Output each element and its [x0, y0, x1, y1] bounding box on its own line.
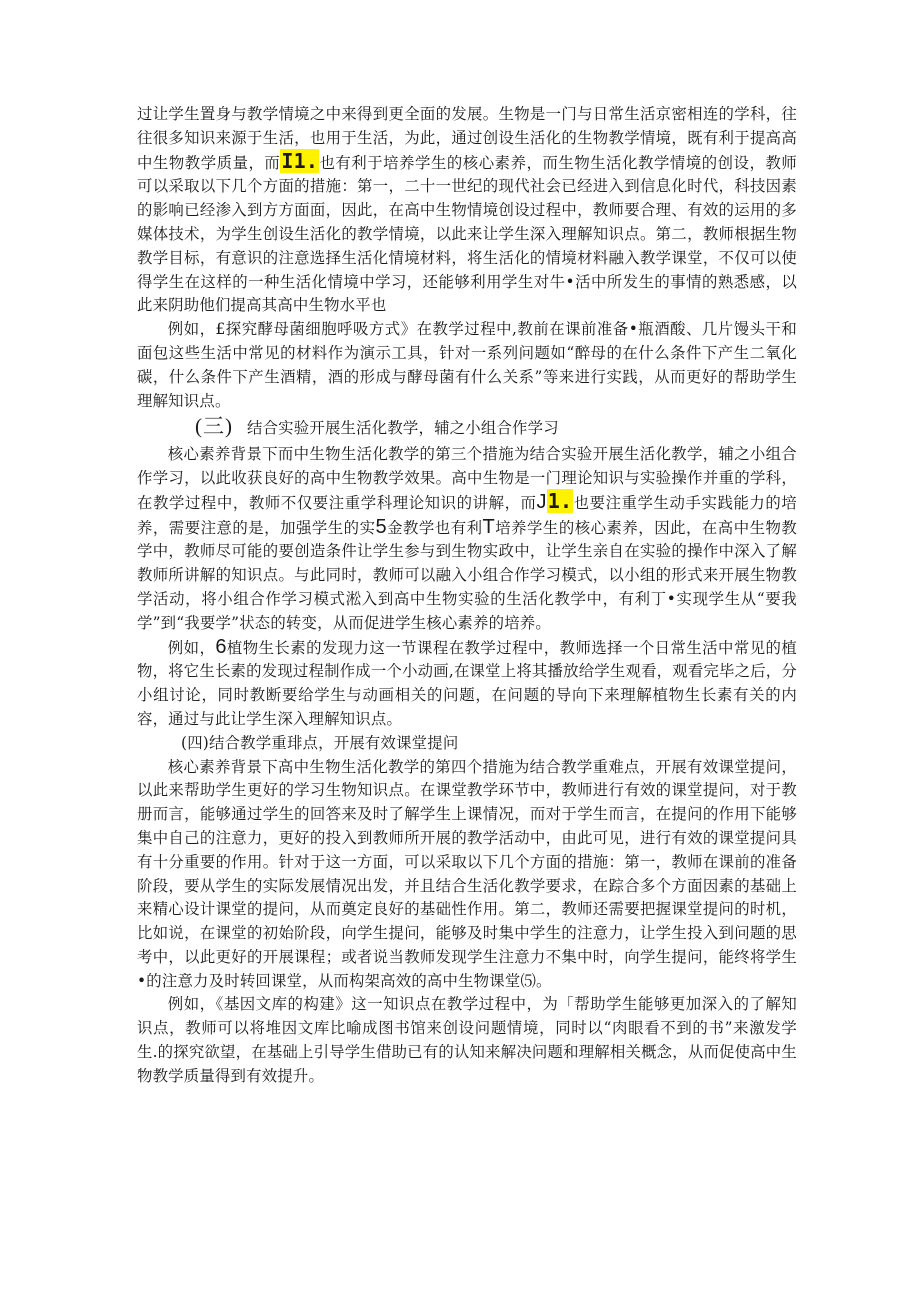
paragraph-3-char-5: 5 [375, 515, 387, 538]
section-number-3: (三) [195, 414, 233, 439]
paragraph-3-text-b: 也要注重学生动手实践能力的培养，需要注意的是，加强学生的实 [137, 493, 797, 537]
paragraph-1-text-a: 过让学生置身与教学情境之中来得到更全面的发展。生物是一门与日常生活京密相连的学科，往往很多知识来源于生活，也用于生活，为此，通过创设生活化的生物教学情境，既有利于提高高中生物教学质量，而 [137, 105, 797, 172]
paragraph-4-char-6: 6 [215, 635, 227, 658]
paragraph-6: 例如，《基因文库的构建》这一知识点在教学过程中，为「帮助学生能够更加深入的了解知识点，教师可以将堆因文库比喻成图书馆来创设问题情境，同时以“肉眼看不到的书”来激发学生.的探究欲望，在基础上引导学生借助已有的认知来解决问题和理解相关概念，从而促使高中生物教学质量得到有效提升。 [137, 995, 797, 1085]
paragraph-3-text-d: 培养学生的核心素养，因此，在高中生物教学中，教师尽可能的要创造条件让学生参与到生物实政中，让学生亲自在实验的操作中深入了解教师所讲解的知识点。与此同时，教师可以融入小组合作学习模式，以小组的形式来开展生物教学活动，将小组合作学习模式淞入到高中生物实验的生活化教学中，有利丁•实现学生从“要我学”到“我要学”状态的转变，从而促进学生核心素养的培养。 [137, 518, 797, 632]
paragraph-1-text-b: 也有利于培养学生的核心素养，而生物生活化教学情境的创设，教师可以采取以下几个方面的措施：第一，二十一世纪的现代社会已经进入到信息化时代，科技因素的影响已经渗入到方方面面，因此，在高中生物情境创设过程中，教师要合理、有效的运用的多媒体技术，为学生创设生活化的教学情境，以此来让学生深入理解知识点。第二，教师根据生物教学目标，有意识的注意选择生活化情境材料，将生活化的情境材料融入教学课堂，不仅可以使得学生在这样的一种生活化情境中学习，还能够利用学生对牛•活中所发生的事情的熟悉感，以此来阴助他们提高其高中生物水平也 [137, 153, 797, 315]
paragraph-5: 核心素养背景下高中生物生活化教学的第四个措施为结合教学重难点，开展有效课堂提问，以此来帮助学生更好的学习生物知识点。在课堂教学环节中，教师进行有效的课堂提问，对于教册而言，能够通过学生的回答来及时了解学生上课情况，而对于学生而言，在提问的作用下能够集中自己的注意力，更好的投入到教师所开展的教学活动中，由此可见，进行有效的课堂提问具有十分重要的作用。针对于这一方面，可以采取以下几个方面的措施：第一，教师在课前的准备阶段，要从学生的实际发展情况出发，并且结合生活化教学要求，在踪合多个方面因素的基础上来精心设计课堂的提问，从而奠定良好的基础性作用。第二，教师还需要把握课堂提问的时机，比如说，在课堂的初始阶段，向学生提问，能够及时集中学生的注意力，让学生投入到问题的思考中，以此更好的开展课程；或者说当教师发现学生注意力不集中时，向学生提问，能终将学生•的注意力及时转回课堂，从而构架高效的高中生物课堂⑸。 [137, 757, 797, 990]
paragraph-2: 例如，£探究酵母菌细胞呼吸方式》在教学过程中,教前在课前准备•瓶酒酸、几片馒头干和面包这些生活中常见的材料作为演示工具，针对一系列问题如“醉母的在什么条件下产生二氧化碳，什么条件下产生酒精，酒的形成与酵母菌有什么关系”等来进行实践，从而更好的帮助学生理解知识点。 [137, 320, 797, 410]
paragraph-3-char-t: T [482, 515, 495, 538]
highlight-mark-1: I1. [281, 148, 319, 173]
highlight-mark-2: 1. [547, 488, 573, 513]
section-heading-3 [137, 415, 797, 441]
paragraph-3-text-a: 核心素养背景下而中生物生活化教学的第三个措施为结合实验开展生活化教学，辅之小组合作学习，以此收获良好的高中生物教学效果。高中生物是一门理论知识与实验操作并重的学科，在教学过程中，教师不仅要注重学科理论知识的讲解，而 [137, 445, 797, 512]
paragraph-4-text-b: 植物生长素的发现力这一节课程在教学过程中，教师选择一个日常生活中常见的植物，将它生长素的发现过程制作成一个小动画,在课堂上将其播放给学生观看，观看完毕之后，分小组讨论，同时教断要给学生与动画相关的问题，在问题的导向下来理解植物生长素有关的内容，通过与此让学生深入理解知识点。 [137, 638, 797, 728]
paragraph-3-char-j: J [536, 490, 547, 513]
paragraph-1 [137, 103, 797, 318]
section-title-3: 结合实验开展生活化教学，辅之小组合作学习 [247, 419, 559, 438]
section-heading-4: (四)结合教学重琲点，开展有效课堂提问 [181, 733, 459, 752]
paragraph-4-text-a: 例如， [167, 638, 216, 657]
document-page [137, 103, 797, 1089]
paragraph-4 [137, 636, 797, 732]
paragraph-3-text-c: 金教学也有利 [386, 518, 483, 537]
paragraph-3 [137, 443, 797, 635]
